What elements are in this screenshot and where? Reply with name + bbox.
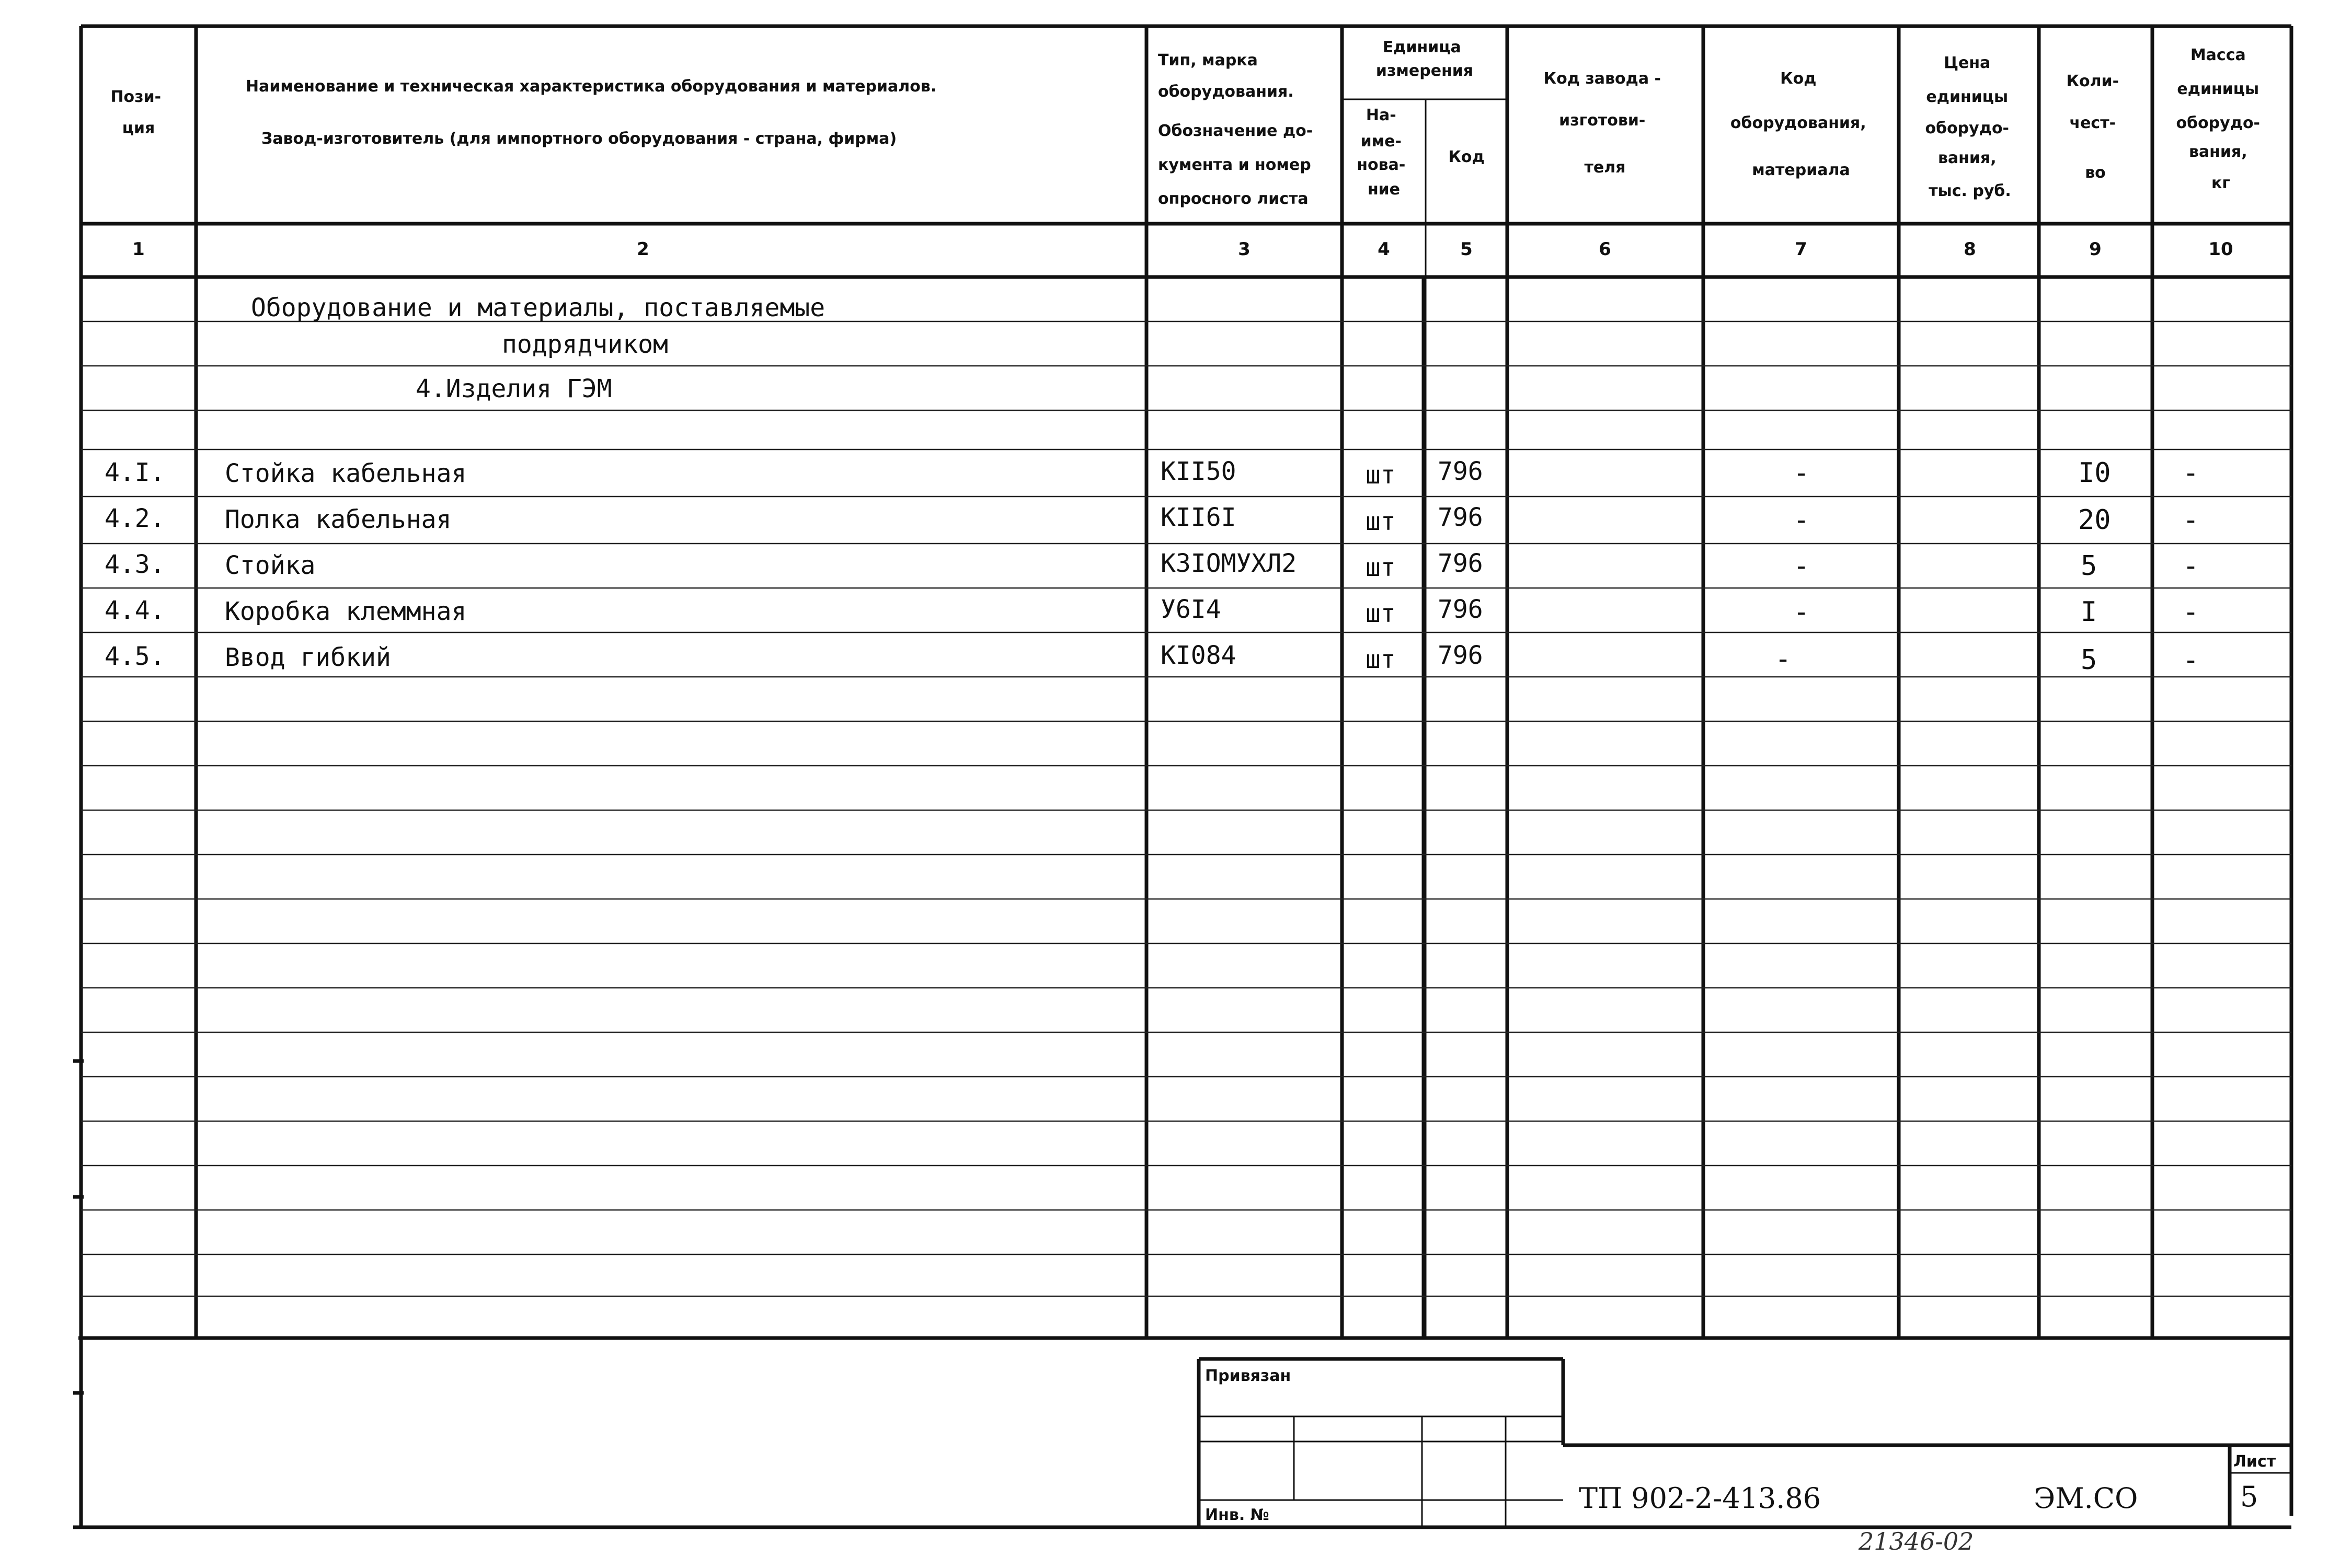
row-position: 4.I.: [105, 458, 165, 487]
row-quantity: 20: [2078, 504, 2111, 536]
column-number: 2: [637, 239, 649, 260]
column-number: 9: [2089, 239, 2102, 260]
row-unit: шт: [1366, 460, 1396, 490]
stamp-sheet-label: Лист: [2233, 1452, 2276, 1471]
row-unit-code: 796: [1438, 641, 1483, 670]
row-mass: -: [2183, 596, 2199, 628]
column-number: 8: [1964, 239, 1976, 260]
column-number: 7: [1795, 239, 1807, 260]
row-position: 4.4.: [105, 596, 165, 625]
row-unit-code: 796: [1438, 503, 1483, 532]
row-quantity: 5: [2081, 644, 2097, 676]
header-unit-name: На- име- нова- ние: [1357, 106, 1406, 199]
row-equipment-code: -: [1793, 504, 1810, 536]
column-number: 3: [1238, 239, 1251, 260]
row-equipment-code: -: [1793, 550, 1810, 582]
column-number: 6: [1599, 239, 1611, 260]
header-quantity: Коли- чест- во: [2066, 72, 2119, 182]
row-type: KII6I: [1161, 503, 1236, 532]
column-number: 10: [2208, 239, 2233, 260]
row-quantity: 5: [2081, 550, 2097, 582]
row-equipment-code: -: [1793, 457, 1810, 489]
header-factory-code: Код завода - изготови- теля: [1543, 70, 1661, 177]
row-name: Полка кабельная: [225, 505, 452, 534]
table-row: [105, 549, 2199, 582]
row-name: Ввод гибкий: [225, 643, 391, 672]
table-row: [105, 595, 2199, 628]
row-position: 4.2.: [105, 504, 165, 533]
row-unit-code: 796: [1438, 457, 1483, 486]
row-unit: шт: [1366, 645, 1396, 674]
row-quantity: I: [2081, 596, 2097, 628]
section-line-3: 4.Изделия ГЭМ: [416, 374, 612, 403]
section-heading: [251, 293, 825, 403]
row-position: 4.3.: [105, 550, 165, 579]
table-header: [110, 38, 2265, 208]
header-type: Тип, марка оборудования. Обозначение до- кумента и номер опросного листа: [1158, 51, 1313, 208]
column-numbers: [132, 239, 2233, 260]
row-mass: -: [2183, 550, 2199, 582]
header-equipment-code: Код оборудования, материала: [1730, 70, 1866, 179]
header-unit-group: Единица измерения: [1375, 38, 1474, 80]
row-unit-code: 796: [1438, 595, 1483, 624]
header-position: [110, 88, 166, 137]
row-mass: -: [2183, 457, 2199, 489]
header-name: Наименование и техническая характеристика оборудования и материалов.: [246, 77, 937, 96]
header-price: Цена единицы оборудо- вания, тыс. руб.: [1925, 54, 2011, 200]
column-number: 1: [132, 239, 145, 260]
header-position-line-2: ция: [122, 119, 155, 137]
stamp-footer-number: 21346-02: [1859, 1527, 1974, 1555]
header-mass: Масса единицы оборудо- вания, кг: [2176, 46, 2261, 192]
row-equipment-code: -: [1793, 596, 1810, 628]
row-position: 4.5.: [105, 642, 165, 671]
header-position-line-1: Пози-: [110, 88, 162, 106]
row-type: KII50: [1161, 457, 1236, 486]
row-type: У6I4: [1161, 595, 1221, 624]
table-frame: [73, 26, 2291, 1527]
column-number: 5: [1460, 239, 1473, 260]
stamp-document-code: ЭМ.СО: [2034, 1482, 2138, 1515]
column-number: 4: [1378, 239, 1390, 260]
table-row: [105, 457, 2199, 490]
row-unit: шт: [1366, 507, 1396, 536]
row-name: Стойка кабельная: [225, 459, 467, 488]
table-row: [105, 641, 2199, 676]
row-name: Коробка клеммная: [225, 597, 467, 626]
row-name: Стойка: [225, 551, 316, 580]
row-equipment-code: -: [1775, 643, 1792, 675]
header-manufacturer: Завод-изготовитель (для импортного оборудования - страна, фирма): [261, 130, 897, 148]
row-unit: шт: [1366, 553, 1396, 582]
row-mass: -: [2183, 504, 2199, 536]
row-type: K3IOMУХЛ2: [1161, 549, 1297, 578]
stamp-sheet-number: 5: [2240, 1480, 2258, 1513]
stamp-document-number: ТП 902-2-413.86: [1579, 1482, 1821, 1515]
row-unit: шт: [1366, 599, 1396, 628]
header-unit-code: Код: [1448, 148, 1485, 166]
stamp-inventory-number: Инв. №: [1205, 1506, 1269, 1524]
row-quantity: I0: [2078, 457, 2111, 489]
row-unit-code: 796: [1438, 549, 1483, 578]
row-type: KI084: [1161, 641, 1236, 670]
table-row: [105, 503, 2199, 536]
stamp-privyazan: Привязан: [1205, 1367, 1291, 1385]
section-line-2: подрядчиком: [502, 330, 668, 359]
row-mass: -: [2183, 644, 2199, 676]
section-line-1: Оборудование и материалы, поставляемые: [251, 293, 825, 322]
